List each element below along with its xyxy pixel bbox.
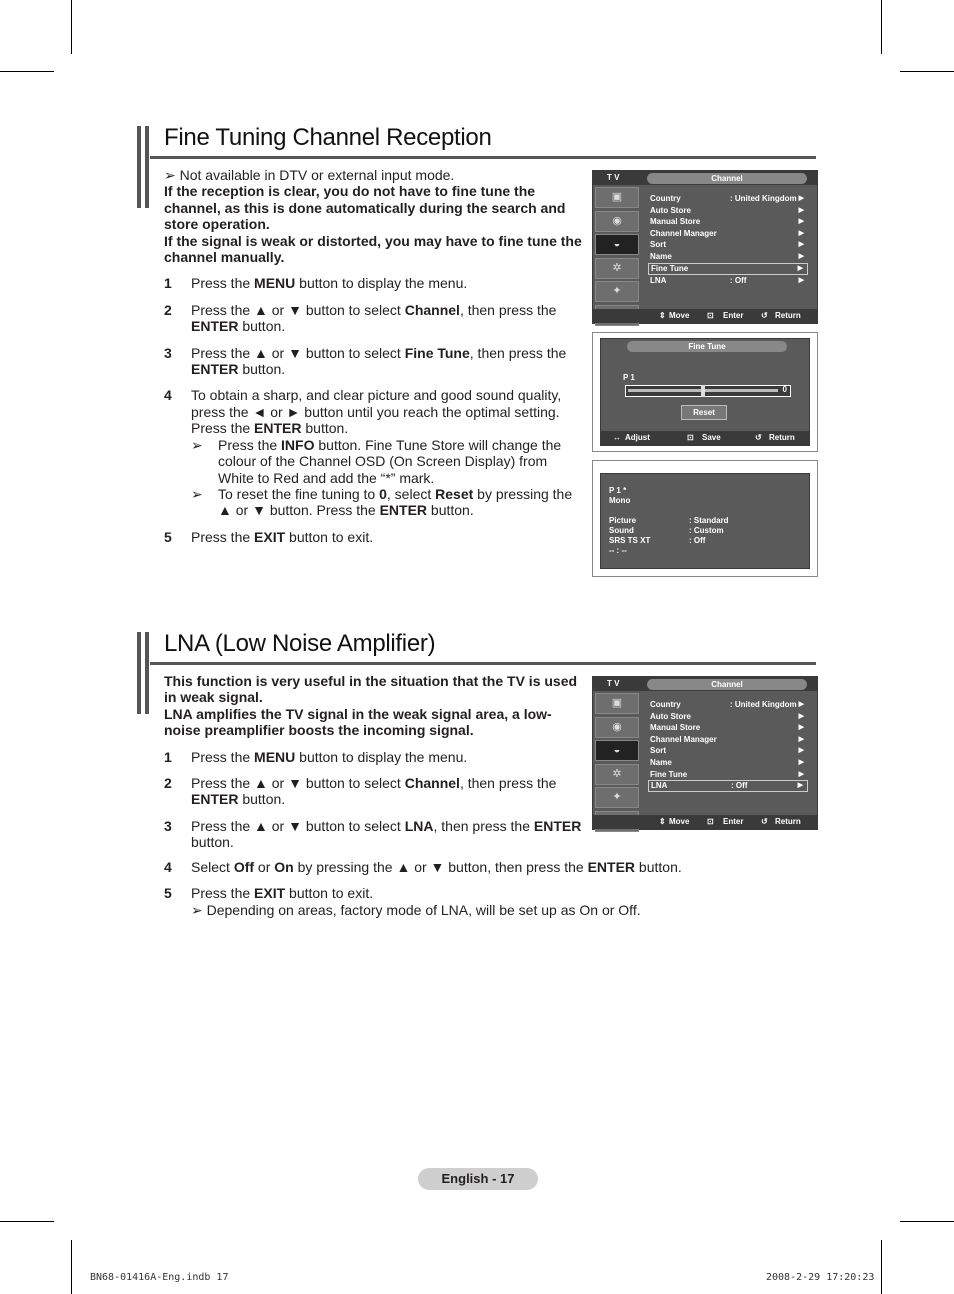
input-icon: ✦ xyxy=(595,787,639,808)
return-icon: ↺ xyxy=(755,433,762,442)
setup-icon: ✲ xyxy=(595,258,639,279)
sub-note: ➢ Press the INFO button. Fine Tune Store will change the colour of the Channel OSD (On Screen Display) from White to Red and add the “*” mark. xyxy=(191,436,562,486)
finetune-title: Fine Tune xyxy=(627,341,787,352)
section-rule xyxy=(150,662,816,665)
crop-mark xyxy=(900,71,954,72)
move-icon: ⇕ xyxy=(659,311,666,320)
section1-text xyxy=(164,167,584,545)
menu-item-manual-store[interactable]: Manual Store ▶ xyxy=(650,217,804,227)
intro-para: This function is very useful in the situation that the TV is used in weak signal. xyxy=(164,673,578,706)
slug-left: BN68-01416A-Eng.indb 17 xyxy=(90,1272,229,1283)
menu-item-country[interactable]: Country : United Kingdom ▶ xyxy=(650,700,804,709)
crop-mark xyxy=(900,1221,954,1222)
note: ➢ Not available in DTV or external input mode. xyxy=(164,167,455,183)
enter-icon: ⊡ xyxy=(707,817,714,826)
menu-item-manual-store[interactable]: Manual Store ▶ xyxy=(650,723,804,733)
channel-osd: T V Channel ▣ ◉ ◒ ✲ ✦ Country : United Kingdom ▶ Auto Store ▶ Manual Store ▶ Channel Manager ▶ Sort ▶ Name ▶ Fine Tune ▶ LNA : Off ▶ ⇕ Move ⊡ Enter ↺ Return xyxy=(592,170,818,324)
sound-icon: ◉ xyxy=(595,717,639,738)
reset-button[interactable]: Reset xyxy=(681,405,727,420)
step: 1 Press the MENU button to display the menu. xyxy=(164,275,468,292)
step: 1 Press the MENU button to display the menu. xyxy=(164,748,468,765)
slider-value: 0 xyxy=(782,385,787,394)
crop-mark xyxy=(71,1240,72,1294)
section2-text-wide xyxy=(164,859,784,918)
channel-osd-lna: T V Channel ▣ ◉ ◒ ✲ ✦ Country : United Kingdom ▶ Auto Store ▶ Manual Store ▶ Channel Manager ▶ Sort ▶ Name ▶ Fine Tune ▶ LNA : Off ▶ ⇕ Move ⊡ Enter ↺ Return xyxy=(592,676,818,830)
move-icon: ⇕ xyxy=(659,817,666,826)
menu-item-auto-store[interactable]: Auto Store ▶ xyxy=(650,205,804,215)
step: 2 Press the ▲ or ▼ button to select Channel, then press the ENTER button. xyxy=(164,775,557,808)
crop-mark xyxy=(881,0,882,54)
section-rule xyxy=(150,156,816,159)
menu-item-lna[interactable]: LNA : Off ▶ xyxy=(650,275,804,285)
menu-item-lna[interactable]: LNA : Off ▶ xyxy=(648,780,808,792)
step: 4 Select Off or On by pressing the ▲ or ▼ button, then press the ENTER button. xyxy=(164,859,682,875)
picture-icon: ▣ xyxy=(595,693,639,714)
return-icon: ↺ xyxy=(761,817,768,826)
finetune-osd: Fine Tune P 1 0 Reset ↔ Adjust ⊡ Save ↺ Return xyxy=(600,338,810,446)
step: 3 Press the ▲ or ▼ button to select LNA, then press the ENTER button. xyxy=(164,817,582,851)
sound-icon: ◉ xyxy=(595,211,639,232)
crop-mark xyxy=(71,0,72,54)
arrow-icon: ➢ xyxy=(191,901,203,918)
picture-icon: ▣ xyxy=(595,187,639,208)
arrow-icon: ➢ xyxy=(191,485,203,502)
adjust-icon: ↔ xyxy=(613,433,621,442)
channel-icon: ◒ xyxy=(595,234,639,255)
section-bar xyxy=(137,632,141,714)
finetune-slider[interactable] xyxy=(625,385,791,397)
menu-item-channel-manager[interactable]: Channel Manager ▶ xyxy=(650,228,804,238)
section2-text xyxy=(164,673,584,851)
intro-para: If the signal is weak or distorted, you may have to fine tune the channel manually. xyxy=(164,232,582,266)
input-icon: ✦ xyxy=(595,281,639,302)
step: 5 Press the EXIT button to exit. xyxy=(164,528,374,545)
finetune-osd-frame xyxy=(592,332,818,452)
program-number: P 1 xyxy=(623,373,635,382)
intro-para: LNA amplifies the TV signal in the weak signal area, a low-noise preamplifier boosts the incoming signal. xyxy=(164,705,552,739)
section-bar xyxy=(137,126,141,208)
section-title-lna: LNA (Low Noise Amplifier) xyxy=(164,630,436,657)
slider-thumb[interactable] xyxy=(701,385,705,397)
menu-item-country[interactable]: Country : United Kingdom ▶ xyxy=(650,194,804,203)
step: 4 To obtain a sharp, and clear picture and good sound quality, press the ◄ or ► button until you reach the optimal setting. Press the ENTER button. ➢ Press the INFO button. Fine Tune Store will change the colour of the Channel OSD (On Screen Display) from White to Red and add the “*” mark. ➢ To reset the fine tuning to 0, select Reset by pressing the ▲ or ▼ button. Press the ENTER button. xyxy=(164,387,584,518)
step: 2 Press the ▲ or ▼ button to select Channel, then press the ENTER button. xyxy=(164,301,557,335)
info-osd-frame xyxy=(592,460,818,577)
section-bar xyxy=(145,632,149,714)
menu-item-sort[interactable]: Sort ▶ xyxy=(650,240,804,250)
step: 5 Press the EXIT button to exit. ➢ Depending on areas, factory mode of LNA, will be set up as On or Off. xyxy=(164,885,641,918)
step: 3 Press the ▲ or ▼ button to select Fine Tune, then press the ENTER button. xyxy=(164,344,567,378)
menu-item-name[interactable]: Name ▶ xyxy=(650,757,804,767)
page-number: English - 17 xyxy=(418,1168,538,1190)
menu-item-fine-tune[interactable]: Fine Tune ▶ xyxy=(648,263,808,275)
menu-item-name[interactable]: Name ▶ xyxy=(650,251,804,261)
info-osd: P 1 * Mono Picture : Standard Sound : Custom SRS TS XT : Off -- : -- xyxy=(600,473,810,569)
arrow-icon: ➢ xyxy=(191,436,203,453)
arrow-icon: ➢ xyxy=(164,167,176,183)
menu-item-auto-store[interactable]: Auto Store ▶ xyxy=(650,711,804,721)
section-bar xyxy=(145,126,149,208)
section-title-fine-tuning: Fine Tuning Channel Reception xyxy=(164,124,492,151)
crop-mark xyxy=(881,1240,882,1294)
crop-mark xyxy=(0,71,54,72)
channel-icon: ◒ xyxy=(595,740,639,761)
return-icon: ↺ xyxy=(761,311,768,320)
intro-para: If the reception is clear, you do not have to fine tune the channel, as this is done automatically during the search and store operation. xyxy=(164,183,566,233)
menu-item-channel-manager[interactable]: Channel Manager ▶ xyxy=(650,734,804,744)
save-icon: ⊡ xyxy=(687,433,694,442)
slug-right: 2008-2-29 17:20:23 xyxy=(766,1272,875,1283)
setup-icon: ✲ xyxy=(595,764,639,785)
menu-item-fine-tune[interactable]: Fine Tune ▶ xyxy=(650,769,804,779)
menu-item-sort[interactable]: Sort ▶ xyxy=(650,746,804,756)
enter-icon: ⊡ xyxy=(707,311,714,320)
crop-mark xyxy=(0,1221,54,1222)
sub-note: ➢ To reset the fine tuning to 0, select Reset by pressing the ▲ or ▼ button. Press the ENTER button. xyxy=(191,485,573,519)
